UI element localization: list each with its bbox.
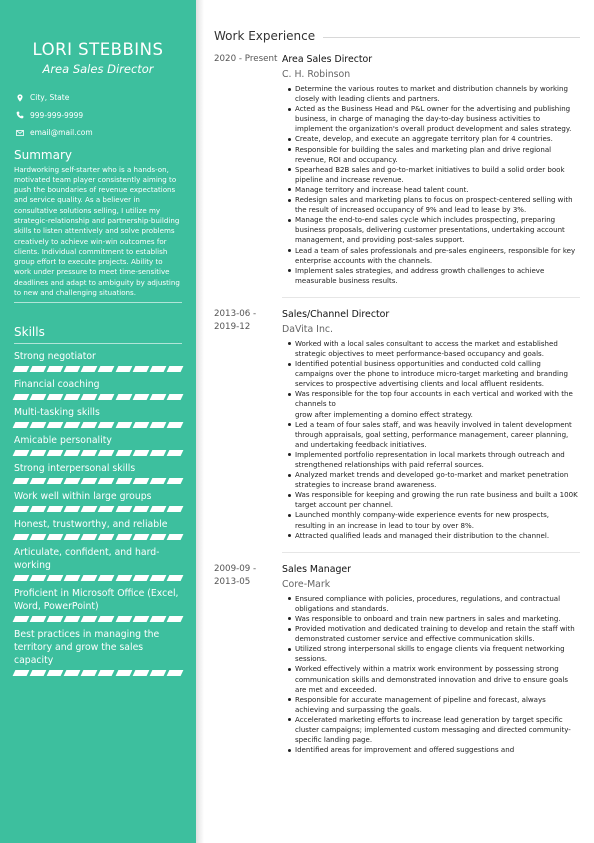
skill-item xyxy=(14,350,182,372)
skill-level-segment xyxy=(13,478,30,484)
skill-level-segment xyxy=(30,575,47,581)
skill-level-segment xyxy=(30,450,47,456)
skills-divider xyxy=(14,343,182,344)
skill-level-segment xyxy=(64,670,81,676)
skill-level-segment xyxy=(47,450,64,456)
summary-heading: Summary xyxy=(14,147,72,162)
skill-level-segment xyxy=(98,534,115,540)
skill-level-segment xyxy=(81,506,98,512)
work-experience-header xyxy=(214,29,580,43)
phone-icon xyxy=(16,111,24,119)
job-role: Sales/Channel Director xyxy=(282,308,390,320)
skill-name: Best practices in managing the territory and grow the sales capacity xyxy=(14,629,160,667)
job-bullet: Identified areas for improvement and offered suggestions and xyxy=(295,745,580,755)
skill-level-segment xyxy=(64,366,81,372)
job-bullet: Manage the end-to-end sales cycle which includes prospecting, preparing business proposals, delivering customer presentations, undertaking account management, and providing post-sales support. xyxy=(295,215,580,245)
work-experience-rule xyxy=(323,37,580,38)
job-bullet: Ensured compliance with policies, procedures, regulations, and contractual obligations and standards. xyxy=(295,594,580,614)
contact-list xyxy=(14,89,182,142)
skill-item xyxy=(14,518,182,540)
skill-level-segment xyxy=(47,506,64,512)
contact-email xyxy=(14,124,182,142)
job-body xyxy=(282,53,580,286)
skill-level-segment xyxy=(81,670,98,676)
sidebar-shadow xyxy=(196,0,204,843)
skill-level-segment xyxy=(13,670,30,676)
skill-level-segment xyxy=(47,575,64,581)
skill-level-segment xyxy=(166,422,183,428)
job-bullet: Accelerated marketing efforts to increase lead generation by target specific cluster campaigns; implemented custom messaging and directed community-specific landing page. xyxy=(295,715,580,745)
skills-list xyxy=(14,350,182,676)
skill-level-segment xyxy=(47,534,64,540)
skill-level-segment xyxy=(30,366,47,372)
job-entry xyxy=(214,563,580,756)
contact-location-text: City, State xyxy=(30,93,70,103)
skill-level-bar xyxy=(14,575,182,581)
skill-level-segment xyxy=(115,575,132,581)
skill-level-segment xyxy=(13,394,30,400)
skill-level-segment xyxy=(30,534,47,540)
skill-level-segment xyxy=(132,616,149,622)
skill-level-segment xyxy=(64,616,81,622)
skill-level-segment xyxy=(149,534,166,540)
skill-level-segment xyxy=(13,575,30,581)
skill-level-segment xyxy=(132,394,149,400)
skill-level-segment xyxy=(98,366,115,372)
skill-level-segment xyxy=(149,575,166,581)
job-bullet: Implement sales strategies, and address growth challenges to achieve measurable business results. xyxy=(295,266,580,286)
skill-level-segment xyxy=(149,394,166,400)
job-entry xyxy=(214,53,580,286)
contact-location xyxy=(14,89,182,107)
skill-level-segment xyxy=(132,478,149,484)
skill-level-segment xyxy=(47,670,64,676)
skill-level-segment xyxy=(30,422,47,428)
job-bullet: Manage territory and increase head talent count. xyxy=(295,185,580,195)
skill-level-segment xyxy=(64,450,81,456)
skill-name: Articulate, confident, and hard-working xyxy=(14,547,160,572)
skill-level-segment xyxy=(149,478,166,484)
skill-level-bar xyxy=(14,478,182,484)
skill-name: Proficient in Microsoft Office (Excel, Word, PowerPoint) xyxy=(14,588,179,613)
main-content xyxy=(214,0,580,755)
skill-level-segment xyxy=(47,422,64,428)
job-bullet: Spearhead B2B sales and go-to-market initiatives to build a solid order book pipeline and increase revenue. xyxy=(295,165,580,185)
skill-level-segment xyxy=(149,616,166,622)
job-bullet: Create, develop, and execute an aggregate territory plan for 4 countries. xyxy=(295,134,580,144)
skill-level-segment xyxy=(166,450,183,456)
skill-level-segment xyxy=(81,575,98,581)
skill-level-segment xyxy=(149,422,166,428)
job-bullet: Redesign sales and marketing plans to focus on prospect-centered selling with the result of increased occupancy of 9% and lead to lease by 3%. xyxy=(295,195,580,215)
skill-level-segment xyxy=(149,450,166,456)
skill-level-segment xyxy=(81,394,98,400)
skill-level-bar xyxy=(14,670,182,676)
skill-item xyxy=(14,628,182,676)
contact-phone xyxy=(14,107,182,125)
skill-level-segment xyxy=(115,450,132,456)
skill-level-bar xyxy=(14,366,182,372)
skill-level-segment xyxy=(115,394,132,400)
envelope-icon xyxy=(16,129,24,137)
skill-level-segment xyxy=(13,506,30,512)
skill-level-segment xyxy=(166,478,183,484)
skill-level-bar xyxy=(14,422,182,428)
job-bullets xyxy=(282,594,580,756)
job-bullet: Implemented portfolio representation in local markets through outreach and strengthened relationships with paid referral sources. xyxy=(295,450,580,470)
job-role: Area Sales Director xyxy=(282,54,373,65)
skill-level-segment xyxy=(149,506,166,512)
skill-level-segment xyxy=(115,478,132,484)
sidebar xyxy=(0,0,196,843)
skill-name: Work well within large groups xyxy=(14,491,152,503)
skill-level-segment xyxy=(98,422,115,428)
skill-level-segment xyxy=(64,534,81,540)
skill-level-segment xyxy=(47,616,64,622)
skill-name: Financial coaching xyxy=(14,379,100,391)
skill-level-segment xyxy=(64,394,81,400)
skill-level-segment xyxy=(13,534,30,540)
skill-level-segment xyxy=(166,616,183,622)
skill-level-bar xyxy=(14,450,182,456)
skill-level-bar xyxy=(14,534,182,540)
skill-name: Strong negotiator xyxy=(14,351,96,363)
job-company: C. H. Robinson xyxy=(282,69,351,80)
skill-level-segment xyxy=(47,394,64,400)
skill-level-segment xyxy=(132,534,149,540)
skill-level-segment xyxy=(115,366,132,372)
skill-level-bar xyxy=(14,616,182,622)
job-bullet: Led a team of four sales staff, and was heavily involved in talent development through appraisals, goal setting, performance management, career planning, and undertaking feedback initiatives. xyxy=(295,420,580,450)
job-bullet: Attracted qualified leads and managed their distribution to the channel. xyxy=(295,531,580,541)
skill-level-segment xyxy=(98,450,115,456)
job-bullet: Responsible for accurate management of pipeline and forecast, always achieving and surpassing the goals. xyxy=(295,695,580,715)
skill-name: Honest, trustworthy, and reliable xyxy=(14,519,168,531)
skill-level-segment xyxy=(98,670,115,676)
skill-level-segment xyxy=(132,450,149,456)
skill-name: Amicable personality xyxy=(14,435,112,447)
skill-level-segment xyxy=(64,575,81,581)
skill-level-segment xyxy=(166,394,183,400)
summary-text: Hardworking self-starter who is a hands-on, motivated team player consistently aiming to push the boundaries of revenue expectations and service quality. As a believer in consultative solutions selling, I utilize my strategic-relationship and partnership-building skills to listen attentively and solve problems creatively to achieve win-win outcomes for clients. Individual commitment to establish group effort to execute projects. Ability to work under pressure to meet time-sensitive deadlines and adapt to ambiguity by adjusting to new and challenging situations. xyxy=(14,164,180,298)
skill-level-segment xyxy=(81,366,98,372)
skill-level-segment xyxy=(132,506,149,512)
skill-name: Multi-tasking skills xyxy=(14,407,100,419)
job-bullet: Acted as the Business Head and P&L owner for the advertising and publishing business, in charge of managing the day-to-day business activities to implement the organization's overall product development and sales strategy. xyxy=(295,104,580,134)
skill-level-segment xyxy=(115,670,132,676)
candidate-title: Area Sales Director xyxy=(42,62,154,76)
job-bullet: Responsible for building the sales and marketing plan and drive regional revenue, ROI and occupancy. xyxy=(295,145,580,165)
contact-email-text: email@mail.com xyxy=(30,128,93,138)
skill-level-segment xyxy=(132,422,149,428)
skill-level-segment xyxy=(166,575,183,581)
job-body xyxy=(282,563,580,756)
job-bullet: Identified potential business opportunities and conducted cold calling campaigns over the phone to introduce micro-target marketing and branding services to prospective advertising clients and local affluent residents. xyxy=(295,359,580,389)
skill-level-segment xyxy=(98,506,115,512)
job-date: 2009-09 - 2013-05 xyxy=(214,563,257,587)
skill-level-segment xyxy=(81,422,98,428)
skill-level-segment xyxy=(166,670,183,676)
job-bullet: Worked effectively within a matrix work environment by possessing strong communication skills and demonstrated innovation and drive to ensure goals are met and exceeded. xyxy=(295,664,580,694)
skill-level-segment xyxy=(166,366,183,372)
skill-item xyxy=(14,434,182,456)
skill-level-segment xyxy=(132,575,149,581)
job-body xyxy=(282,308,580,541)
skill-level-segment xyxy=(64,478,81,484)
skill-level-segment xyxy=(149,366,166,372)
skill-level-segment xyxy=(166,534,183,540)
skill-level-segment xyxy=(81,534,98,540)
job-divider xyxy=(282,297,580,298)
skill-item xyxy=(14,490,182,512)
job-bullet: Worked with a local sales consultant to access the market and established strategic objectives to meet performance-based occupancy and goals. xyxy=(295,339,580,359)
skill-level-segment xyxy=(64,422,81,428)
skill-level-segment xyxy=(81,616,98,622)
skill-level-bar xyxy=(14,394,182,400)
skill-level-segment xyxy=(98,575,115,581)
skill-level-segment xyxy=(47,478,64,484)
job-entry xyxy=(214,308,580,541)
skill-level-segment xyxy=(81,450,98,456)
job-bullets xyxy=(282,84,580,286)
summary-divider xyxy=(14,302,182,303)
skill-level-segment xyxy=(30,478,47,484)
job-bullet: Lead a team of sales professionals and pre-sales engineers, responsible for key enterprise accounts with the channels. xyxy=(295,246,580,266)
skill-level-segment xyxy=(98,478,115,484)
contact-phone-text: 999-999-9999 xyxy=(30,110,84,120)
job-bullet: Provided motivation and dedicated training to develop and retain the staff with demonstrated customer service and effective communication skills. xyxy=(295,624,580,644)
location-pin-icon xyxy=(16,94,24,102)
skill-level-bar xyxy=(14,506,182,512)
job-bullet: Utilized strong interpersonal skills to engage clients via frequent networking sessions. xyxy=(295,644,580,664)
skill-level-segment xyxy=(132,670,149,676)
skill-level-segment xyxy=(115,616,132,622)
skill-level-segment xyxy=(13,422,30,428)
skill-level-segment xyxy=(115,506,132,512)
skill-name: Strong interpersonal skills xyxy=(14,463,136,475)
skill-item xyxy=(14,406,182,428)
skill-level-segment xyxy=(132,366,149,372)
job-company: DaVita Inc. xyxy=(282,323,334,335)
job-bullet: Was responsible for the top four accounts in each vertical and worked with the channels to grow after implementing a domino effect strategy. xyxy=(295,389,580,419)
skill-level-segment xyxy=(81,478,98,484)
skill-level-segment xyxy=(30,670,47,676)
candidate-name: LORI STEBBINS xyxy=(32,40,164,59)
skills-heading: Skills xyxy=(14,325,45,340)
skill-level-segment xyxy=(98,394,115,400)
skill-level-segment xyxy=(149,670,166,676)
skill-level-segment xyxy=(13,616,30,622)
skill-level-segment xyxy=(115,422,132,428)
job-company: Core-Mark xyxy=(282,578,331,590)
job-role: Sales Manager xyxy=(282,563,352,575)
job-bullet: Was responsible for keeping and growing the run rate business and built a 100K target account per channel. xyxy=(295,490,580,510)
skill-item xyxy=(14,378,182,400)
job-date: 2013-06 - 2019-12 xyxy=(214,308,257,332)
skill-level-segment xyxy=(13,450,30,456)
skill-level-segment xyxy=(64,506,81,512)
job-bullet: Launched monthly company-wide experience events for new prospects, resulting in an increase in lead to tour by over 8%. xyxy=(295,510,580,530)
skill-level-segment xyxy=(30,394,47,400)
skill-level-segment xyxy=(115,534,132,540)
skill-item xyxy=(14,546,182,581)
skill-level-segment xyxy=(98,616,115,622)
skill-level-segment xyxy=(47,366,64,372)
job-bullet: Determine the various routes to market and distribution channels by working closely with leading clients and partners. xyxy=(295,84,580,104)
skill-level-segment xyxy=(166,506,183,512)
job-bullet: Analyzed market trends and developed go-to-market and market penetration strategies to increase brand awareness. xyxy=(295,470,580,490)
job-date: 2020 - Present xyxy=(214,54,278,64)
work-experience-heading: Work Experience xyxy=(214,29,316,43)
skill-level-segment xyxy=(30,616,47,622)
skill-level-segment xyxy=(13,366,30,372)
skill-item xyxy=(14,587,182,622)
skill-item xyxy=(14,462,182,484)
job-list xyxy=(214,53,580,755)
job-bullets xyxy=(282,339,580,541)
job-bullet: Was responsible to onboard and train new partners in sales and marketing. xyxy=(295,614,580,624)
job-divider xyxy=(282,552,580,553)
skill-level-segment xyxy=(30,506,47,512)
